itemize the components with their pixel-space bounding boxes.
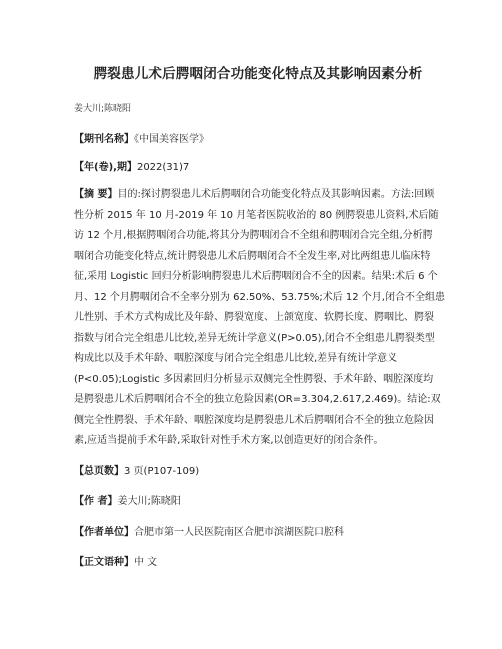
abstract-line: 咽闭合功能变化特点,统计腭裂患儿术后腭咽闭合不全发生率,对比两组患儿临床特 [74,250,431,262]
journal-value: 《中国美容医学》 [134,134,209,145]
abstract-line: 侧完全性腭裂、手术年龄、咽腔深度均是腭裂患儿术后腭咽闭合不全的独立危险因 [74,414,434,426]
abstract-text: 目的:探讨腭裂患儿术后腭咽闭合功能变化特点及其影响因素。方法:回顾 [117,189,435,200]
abstract-line: 指数与闭合完全组患儿比较,差异无统计学意义(P>0.05),闭合不全组患儿腭裂类型 [74,332,435,344]
abstract-line: 构成比以及手术年龄、咽腔深度与闭合完全组患儿比较,差异有统计学意义 [74,353,398,364]
abstract-line: 月、12 个月腭咽闭合不全率分别为 62.50%、53.75%;术后 12 个月,闭合不全组患 [74,291,445,303]
journal-label: 【期刊名称】 [74,134,134,145]
abstract-line: 征,采用 Logistic 回归分析影响腭裂患儿术后腭咽闭合不全的因素。结果:术后 6 个 [74,271,438,282]
abstract-line: 是腭裂患儿术后腭咽闭合不全的独立危险因素(OR=3.304,2.617,2.469)。结论:双 [74,394,441,405]
affiliation-value: 合肥市第一人民医院南区合肥市滨湖医院口腔科 [134,526,344,538]
abstract-label: 【摘 要】 [74,189,118,200]
year-label: 【年(卷),期】 [74,161,137,173]
journal-field [74,130,442,151]
abstract-line: 儿性别、手术方式构成比及年龄、腭裂宽度、上颌宽度、软腭长度、腭咽比、腭裂 [74,312,434,323]
abstract-line: 性分析 2015 年 10 月-2019 年 10 月笔者医院收治的 80 例腭裂患儿资料,术后随 [74,209,439,221]
abstract-line: 素,应适当提前手术年龄,采取针对性手术方案,以创造更好的闭合条件。 [74,435,384,446]
authors-label: 【作 者】 [74,496,118,507]
abstract-line [74,185,442,206]
authors-field [74,492,442,513]
year-volume-field [74,158,442,179]
total-pages-field [74,462,442,483]
language-value: 中 文 [134,557,158,568]
abstract-line: 访 12 个月,根据腭咽闭合功能,将其分为腭咽闭合不全组和腭咽闭合完全组,分析腭 [74,230,433,241]
language-label: 【正文语种】 [74,557,134,568]
affiliation-label: 【作者单位】 [74,526,134,538]
year-value: 2022(31)7 [136,161,190,173]
affiliation-field [74,523,442,544]
abstract-field [74,185,445,452]
language-field [74,553,442,574]
authors-value: 姜大川;陈晓阳 [117,496,181,507]
paper-title: 腭裂患儿术后腭咽闭合功能变化特点及其影响因素分析 [93,66,423,82]
pages-value: 3 页(P107-109) [124,465,200,477]
pages-label: 【总页数】 [74,465,124,477]
author-line: 姜大川;陈晓阳 [74,104,132,114]
abstract-line: (P<0.05);Logistic 多因素回归分析显示双侧完全性腭裂、手术年龄、咽腔深度均 [74,373,434,385]
